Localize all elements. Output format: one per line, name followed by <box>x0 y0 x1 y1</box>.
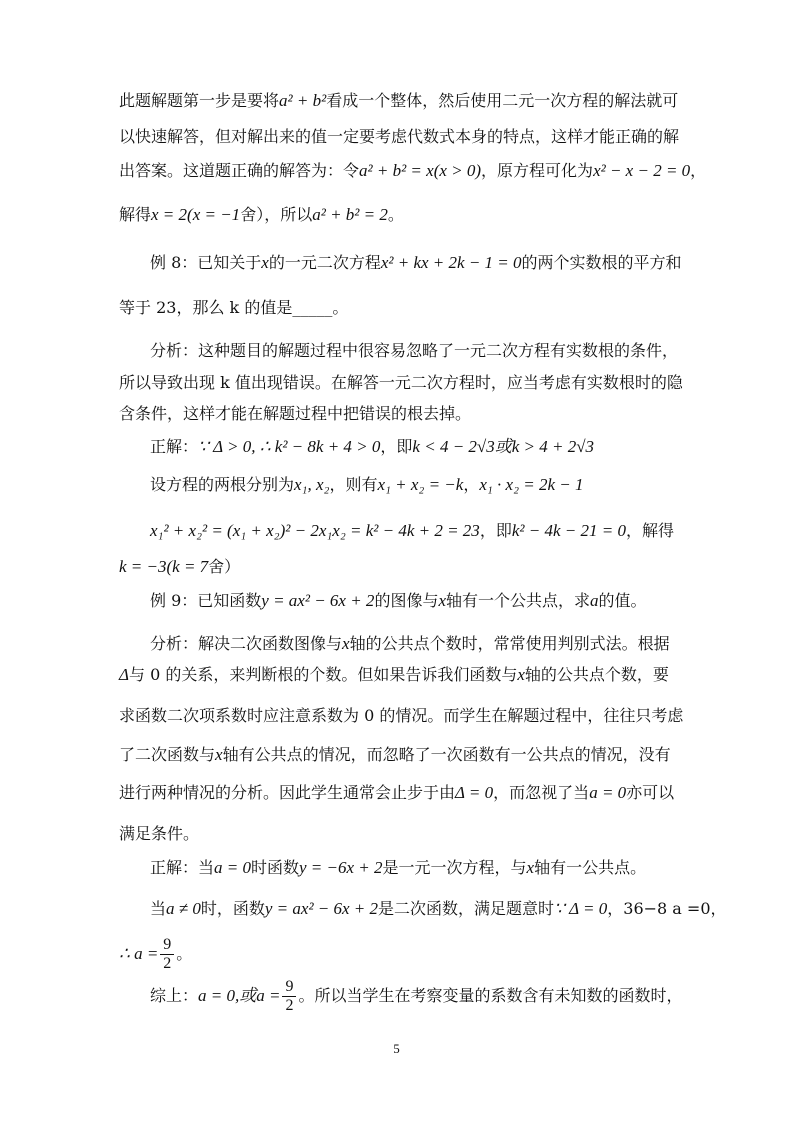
text-run: 解 <box>641 521 658 540</box>
paragraph-line <box>119 823 673 845</box>
math-expression: ∵ Δ > 0, ∴ k² − 8k + 4 > 0 <box>198 437 381 456</box>
text-run: 轴有一个公共点，求 <box>446 591 591 610</box>
paragraph-line <box>119 934 673 974</box>
paragraph-line <box>150 436 673 458</box>
text-run: 的一元二次方程 <box>268 253 381 272</box>
text-run: 。 <box>387 205 404 224</box>
math-expression: a² + b² <box>279 91 327 110</box>
text-run: 满足条件。 <box>119 824 200 843</box>
math-expression: y = ax² − 6x + 2 <box>261 591 375 610</box>
page-number: 5 <box>393 1041 400 1056</box>
text-run: 轴有一公共点。 <box>534 858 647 877</box>
fraction-numerator: 9 <box>282 978 296 997</box>
math-expression: a = 0 <box>589 783 627 802</box>
paragraph-line <box>119 556 673 578</box>
math-expression: k² − 4k − 21 = 0 <box>511 521 626 540</box>
text-run: 是二次函数，满足题意时 <box>378 899 555 918</box>
paragraph-line <box>119 705 684 727</box>
paragraph-line <box>150 520 673 542</box>
paragraph-line <box>119 126 680 148</box>
text-run: 进行两种情况的分析。因此学生通常会止步于由 <box>119 783 456 802</box>
text-run: 。所以当学生在考察变量的系数含有未知数的函数时， <box>298 986 683 1005</box>
text-run: 轴有公共点的情况，而忽略了一次函数有一公共点的情况，没有 <box>222 745 671 764</box>
paragraph-line <box>119 782 673 804</box>
paragraph-line <box>150 590 673 612</box>
text-run: 即 <box>495 521 512 540</box>
math-expression: x = 2(x = −1 <box>151 205 241 224</box>
text-run: ， <box>479 521 496 540</box>
text-run: ，原方程可化为 <box>481 161 594 180</box>
paragraph-line <box>119 403 673 425</box>
text-run: 所以导致出现 k 值出现错误。在解答一元二次方程时，应当考虑有实数根时的隐 <box>119 373 683 392</box>
text-run: ，则有 <box>329 475 378 494</box>
text-run: 得 <box>657 521 674 540</box>
text-run: 的两个实数根的平方和 <box>521 253 682 272</box>
text-run: 了二次函数与 <box>119 745 216 764</box>
paragraph-line <box>150 633 673 655</box>
text-run: 时函数 <box>251 858 300 877</box>
text-run: ， <box>463 475 480 494</box>
text-run: 解得 <box>119 205 152 224</box>
math-expression: ∴ a = <box>119 944 159 963</box>
text-run: 出答案。这道题正确的解答为：令 <box>119 161 360 180</box>
math-expression: x <box>342 634 350 653</box>
math-expression: a = 0,或a = <box>198 986 281 1005</box>
math-expression: ∵ Δ = 0 <box>554 899 608 918</box>
math-expression: y = ax² − 6x + 2 <box>264 899 379 918</box>
paragraph-line <box>119 297 673 319</box>
paragraph-line <box>150 857 673 879</box>
text-run: 当 <box>150 899 167 918</box>
math-expression: Δ <box>119 665 129 684</box>
text-run: 此题解题第一步是要将 <box>119 91 280 110</box>
text-run: 与 0 的关系，来判断根的个数。但如果告诉我们函数与 <box>128 665 518 684</box>
fraction <box>160 936 174 973</box>
text-run: ， <box>625 521 642 540</box>
fraction-denominator: 2 <box>163 955 172 972</box>
math-expression: y = −6x + 2 <box>299 858 383 877</box>
text-run: 看成一个整体，然后使用二元一次方程的解法就可 <box>326 91 679 110</box>
math-expression: a <box>590 591 599 610</box>
math-expression: x <box>517 665 525 684</box>
paragraph-line <box>119 664 673 686</box>
paragraph-line <box>150 252 682 274</box>
text-run: 求函数二次项系数时应注意系数为 0 的情况。而学生在解题过程中，往往只考虑 <box>119 706 684 725</box>
math-expression: x₁ + x₂ = −k <box>377 475 464 494</box>
text-run: 含条件，这样才能在解题过程中把错误的根去掉。 <box>119 404 472 423</box>
paragraph-line <box>119 744 673 766</box>
math-expression: k < 4 − 2√3或k > 4 + 2√3 <box>412 437 595 456</box>
text-run: 例 8：已知关于 <box>150 253 262 272</box>
text-run: 是一元一次方程，与 <box>382 858 527 877</box>
text-run: ，所以 <box>264 205 313 224</box>
paragraph-line <box>150 474 673 496</box>
text-run: 舍） <box>240 205 265 224</box>
text-run: 设方程的两根分别为 <box>150 475 295 494</box>
paragraph-line <box>119 160 707 182</box>
text-run: 。 <box>176 944 193 963</box>
math-expression: a² + b² = x(x > 0) <box>359 161 482 180</box>
text-run: 时，函数 <box>200 899 265 918</box>
text-run: 的图像与 <box>374 591 439 610</box>
text-run: ， <box>690 161 707 180</box>
math-expression: a ≠ 0 <box>166 899 201 918</box>
text-run: 的值。 <box>598 591 647 610</box>
fraction-numerator: 9 <box>160 936 174 955</box>
paragraph-line <box>119 90 679 112</box>
text-run: 正解： <box>150 437 199 456</box>
text-run: 例 9：已知函数 <box>150 591 262 610</box>
math-expression: x <box>526 858 535 877</box>
text-run: 分析：解决二次函数图像与 <box>150 634 343 653</box>
text-run: ，而忽视了当 <box>493 783 590 802</box>
text-run: 正解：当 <box>150 858 215 877</box>
text-run: 轴的公共点个数时，常常使用判别式法。根据 <box>349 634 670 653</box>
paragraph-line <box>150 340 679 362</box>
text-run: 以快速解答，但对解出来的值一定要考虑代数式本身的特点，这样才能正确的解 <box>119 127 680 146</box>
fraction-denominator: 2 <box>285 997 294 1014</box>
math-expression: Δ = 0 <box>455 783 494 802</box>
math-expression: x <box>261 253 269 272</box>
text-run: 综上： <box>150 986 199 1005</box>
math-expression: a² + b² = 2 <box>312 205 388 224</box>
fraction <box>282 978 296 1015</box>
paragraph-line <box>150 898 727 920</box>
paragraph-line <box>119 372 683 394</box>
text-run: 亦可以 <box>626 783 675 802</box>
text-run: ，36−8 a =0， <box>607 899 727 918</box>
math-expression: x₁, x₂ <box>294 475 330 494</box>
text-run: ，即 <box>380 437 413 456</box>
math-expression: x <box>215 745 223 764</box>
math-expression: x² + kx + 2k − 1 = 0 <box>380 253 522 272</box>
text-run: 分析：这种题目的解题过程中很容易忽略了一元二次方程有实数根的条件， <box>150 341 679 360</box>
math-expression: x² − x − 2 = 0 <box>593 161 691 180</box>
paragraph-line <box>150 976 683 1016</box>
text-run: 舍） <box>208 557 241 576</box>
text-run: 轴的公共点个数，要 <box>524 665 669 684</box>
math-expression: x <box>438 591 446 610</box>
math-expression: x₁² + x₂² = (x₁ + x₂)² − 2x₁x₂ = k² − 4k + 2 = 23 <box>150 521 480 540</box>
paragraph-line <box>119 204 673 226</box>
math-expression: k = −3(k = 7 <box>119 557 209 576</box>
math-expression: a = 0 <box>214 858 251 877</box>
math-expression: x₁ · x₂ = 2k − 1 <box>479 475 584 494</box>
text-run: 等于 23，那么 k 的值是_____。 <box>119 298 349 317</box>
